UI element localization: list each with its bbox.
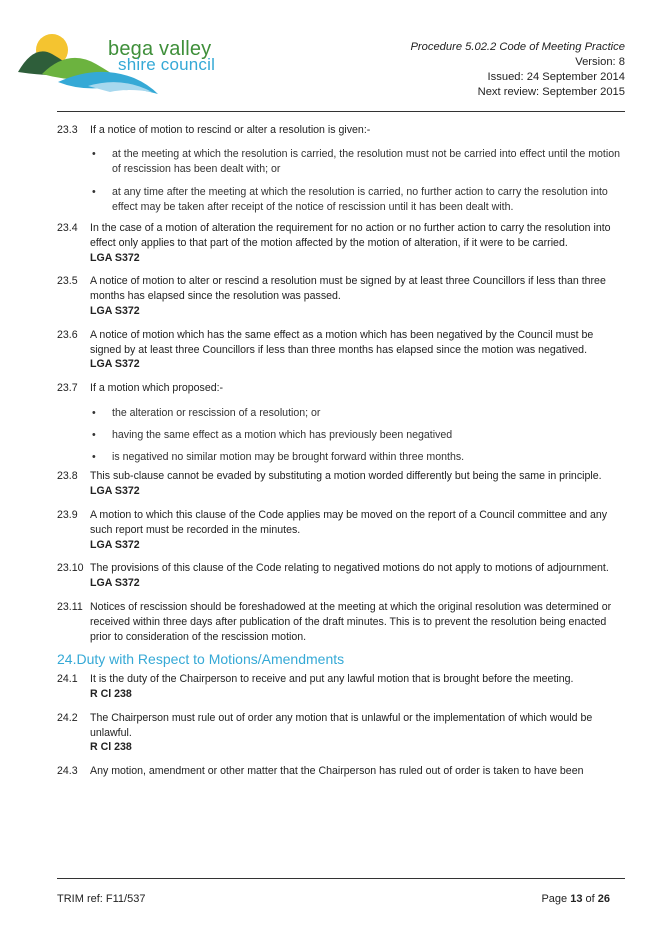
- clause-number: 23.4: [57, 221, 78, 234]
- clause-number: 23.10: [57, 562, 84, 575]
- page-number: [541, 893, 610, 905]
- clause-text: In the case of a motion of alteration the requirement for no action or no further action to carry the resolution into effect only applies to that part of the motion affected by the motion of alteration, if it were to be carried.: [90, 221, 611, 249]
- list-item: [57, 450, 625, 465]
- list-item-text: is negatived no similar motion may be brought forward within three months.: [112, 450, 465, 463]
- page-prefix: Page: [541, 893, 571, 905]
- clause-23-11: [57, 600, 625, 644]
- clause-text: Notices of rescission should be foreshadowed at the meeting at which the original resolution was determined or received within three days after publication of the draft minutes. This is to prevent the resolution being enacted prior to consideration of the rescission motion.: [90, 600, 612, 643]
- bullet-icon: •: [92, 450, 96, 463]
- clause-number: 23.5: [57, 275, 78, 288]
- clause-number: 23.11: [57, 600, 83, 613]
- clause-number: 23.6: [57, 328, 78, 341]
- clause-text: The Chairperson must rule out of order any motion that is unlawful or the implementation of which would be unlawful.: [90, 711, 593, 739]
- clause-text: Any motion, amendment or other matter that the Chairperson has ruled out of order is taken to have been: [90, 765, 584, 778]
- clause-text: It is the duty of the Chairperson to receive and put any lawful motion that is brought before the meeting.: [90, 673, 574, 686]
- logo-name-line1: bega valley: [108, 38, 212, 60]
- clause-reference: LGA S372: [90, 485, 140, 498]
- document-body: [57, 123, 625, 779]
- page-current: 13: [570, 893, 583, 905]
- clause-23-4: [57, 221, 625, 265]
- header-divider: [57, 111, 625, 112]
- clause-number: 23.7: [57, 382, 78, 395]
- bullet-icon: •: [92, 428, 96, 441]
- document-issued: Issued: 24 September 2014: [487, 71, 625, 83]
- clause-text: A motion to which this clause of the Code applies may be moved on the report of a Council committee and any such report must be recorded in the minutes.: [90, 508, 608, 536]
- section-heading: 24.Duty with Respect to Motions/Amendments: [57, 651, 345, 668]
- document-info: [410, 40, 625, 100]
- clause-reference: LGA S372: [90, 304, 140, 317]
- bullet-icon: •: [92, 147, 96, 160]
- document-review: Next review: September 2015: [477, 86, 625, 98]
- page-total: 26: [597, 893, 610, 905]
- clause-number: 24.3: [57, 765, 78, 778]
- logo-name-line2: shire council: [118, 55, 216, 74]
- list-item: [57, 406, 625, 421]
- list-item: [57, 428, 625, 443]
- clause-23-6: [57, 328, 625, 372]
- list-item-text: having the same effect as a motion which has previously been negatived: [112, 428, 453, 441]
- clause-24-1: [57, 672, 625, 702]
- document-title: Procedure 5.02.2 Code of Meeting Practice: [410, 41, 625, 53]
- bullet-icon: •: [92, 406, 96, 419]
- document-version: Version: 8: [575, 56, 625, 68]
- clause-23-9: [57, 508, 625, 552]
- clause-reference: LGA S372: [90, 538, 140, 551]
- clause-23-8: [57, 469, 625, 499]
- clause-number: 24.2: [57, 711, 78, 724]
- clause-reference: LGA S372: [90, 577, 140, 590]
- clause-23-10: [57, 561, 625, 591]
- clause-reference: R Cl 238: [90, 687, 132, 700]
- clause-23-3: [57, 123, 625, 138]
- clause-24-3: [57, 764, 625, 779]
- page-of: of: [582, 893, 598, 905]
- clause-number: 23.3: [57, 124, 78, 136]
- clause-number: 24.1: [57, 673, 78, 686]
- clause-23-5: [57, 274, 625, 318]
- clause-reference: LGA S372: [90, 251, 140, 264]
- bullet-icon: •: [92, 186, 96, 199]
- clause-text: If a motion which proposed:-: [90, 382, 224, 395]
- clause-text: This sub-clause cannot be evaded by substituting a motion worded differently but being the same in principle.: [90, 470, 602, 483]
- list-item-text: at any time after the meeting at which the resolution is carried, no further action to carry the resolution into effect may be taken after receipt of the notice of rescission until it has been dealt with.: [112, 186, 608, 214]
- list-item-text: the alteration or rescission of a resolution; or: [112, 406, 321, 419]
- list-item: [57, 147, 625, 177]
- clause-number: 23.9: [57, 508, 78, 521]
- clause-text: A notice of motion which has the same effect as a motion which has been negatived by the Council must be signed by at least three Councillors if less than three months has elapsed since the motion was negatived.: [90, 328, 594, 356]
- clause-number: 23.8: [57, 470, 78, 483]
- page-header: [0, 0, 662, 112]
- clause-reference: LGA S372: [90, 358, 140, 371]
- clause-text: The provisions of this clause of the Code relating to negatived motions do not apply to motions of adjournment.: [90, 562, 609, 575]
- footer-divider: [57, 878, 625, 879]
- clause-23-7: [57, 381, 625, 396]
- trim-reference: TRIM ref: F11/537: [57, 893, 146, 905]
- list-item-text: at the meeting at which the resolution is carried, the resolution must not be carried into effect until the motion of rescission has been dealt with; or: [112, 147, 620, 175]
- clause-text: If a notice of motion to rescind or alter a resolution is given:-: [90, 124, 371, 136]
- clause-24-2: [57, 711, 625, 755]
- list-item: [57, 185, 625, 215]
- clause-text: A notice of motion to alter or rescind a resolution must be signed by at least three Councillors if less than three months has elapsed since the resolution was passed.: [90, 275, 606, 303]
- clause-reference: R Cl 238: [90, 741, 132, 754]
